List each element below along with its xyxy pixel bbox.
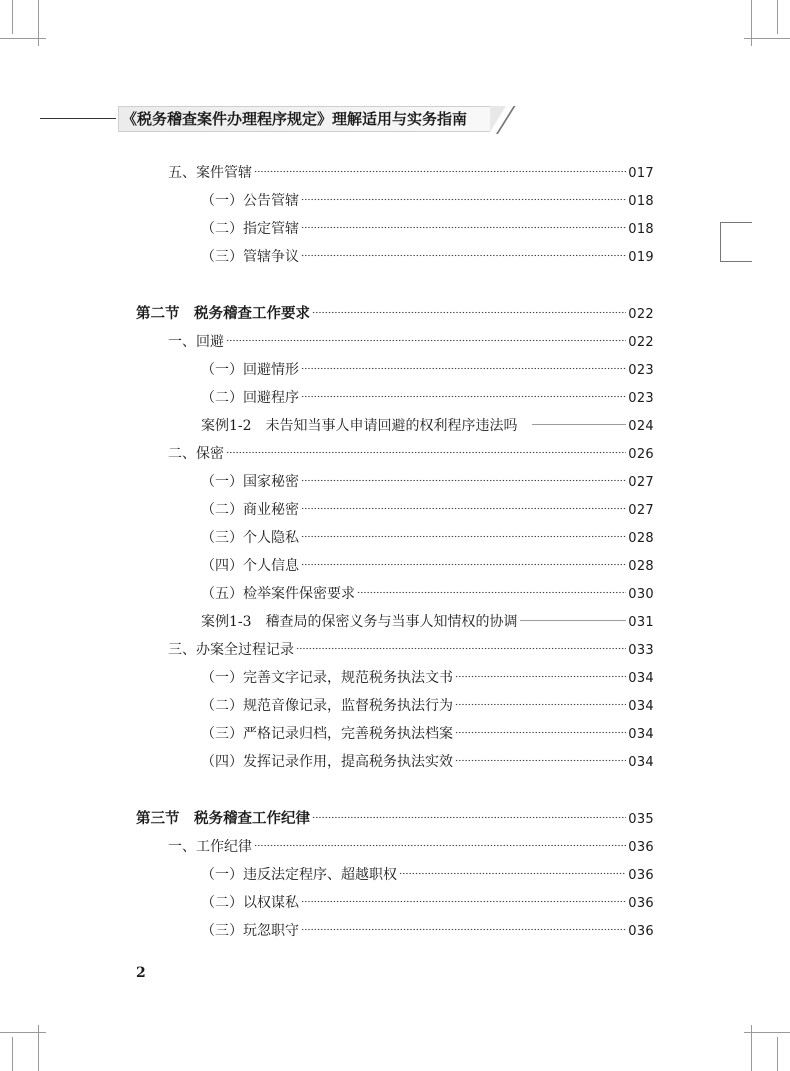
toc-entry-page: 018 bbox=[628, 222, 654, 237]
toc-entry bbox=[168, 831, 654, 855]
toc-entry-page: 022 bbox=[628, 307, 654, 322]
toc-entry-page: 036 bbox=[628, 868, 654, 883]
toc-leader-dots bbox=[455, 718, 626, 738]
crop-mark bbox=[0, 38, 46, 39]
toc-entry-label: 一、工作纪律 bbox=[168, 839, 252, 855]
toc-leader-dots bbox=[301, 494, 626, 514]
toc-leader-dots bbox=[455, 746, 626, 766]
toc-leader-dots bbox=[301, 887, 626, 907]
toc-leader-dots bbox=[455, 690, 626, 710]
toc-entry-page: 028 bbox=[628, 559, 654, 574]
toc-entry-label: （一）国家秘密 bbox=[201, 474, 299, 490]
toc-entry-page: 034 bbox=[628, 755, 654, 770]
toc-entry-label: （二）规范音像记录，监督税务执法行为 bbox=[201, 698, 453, 714]
toc-section-entry bbox=[136, 298, 654, 322]
toc-entry-page: 034 bbox=[628, 671, 654, 686]
toc-leader-dots bbox=[226, 326, 626, 346]
toc-entry-page: 023 bbox=[628, 363, 654, 378]
toc-case-entry bbox=[201, 606, 654, 630]
toc-entry bbox=[201, 887, 654, 911]
toc-leader-dots bbox=[399, 859, 626, 879]
toc-case-entry bbox=[201, 410, 654, 434]
toc-entry-label: （二）商业秘密 bbox=[201, 502, 299, 518]
toc-entry-page: 027 bbox=[628, 503, 654, 518]
toc-leader-dots bbox=[301, 466, 626, 486]
toc-leader-dots bbox=[301, 382, 626, 402]
toc-entry-label: （四）发挥记录作用，提高税务执法实效 bbox=[201, 754, 453, 770]
toc-leader-dots bbox=[301, 550, 626, 570]
toc-entry-label: （三）严格记录归档，完善税务执法档案 bbox=[201, 726, 453, 742]
toc-leader-dots bbox=[301, 354, 626, 374]
toc-entry-page: 034 bbox=[628, 727, 654, 742]
running-head-ribbon-end bbox=[490, 106, 506, 132]
crop-mark bbox=[38, 0, 39, 46]
toc-entry-page: 036 bbox=[628, 840, 654, 855]
crop-mark bbox=[751, 0, 752, 46]
toc-entry-page: 019 bbox=[628, 250, 654, 265]
crop-mark bbox=[777, 0, 778, 34]
toc-entry bbox=[201, 746, 654, 770]
toc-entry-page: 033 bbox=[628, 643, 654, 658]
toc-entry-page: 034 bbox=[628, 699, 654, 714]
page-number: 2 bbox=[136, 965, 146, 981]
toc-entry-label: 案例1-3 稽查局的保密义务与当事人知情权的协调 bbox=[201, 614, 518, 630]
toc-entry-label: （三）管辖争议 bbox=[201, 249, 299, 265]
crop-mark bbox=[12, 0, 13, 34]
toc-entry-label: （一）公告管辖 bbox=[201, 193, 299, 209]
toc-leader-dots bbox=[226, 438, 626, 458]
toc-entry-label: （五）检举案件保密要求 bbox=[201, 586, 355, 602]
toc-entry-page: 035 bbox=[628, 812, 654, 827]
toc-leader-dots bbox=[357, 578, 626, 598]
crop-mark bbox=[12, 1037, 13, 1071]
toc-entry-label: 三、办案全过程记录 bbox=[168, 642, 294, 658]
toc-entry bbox=[168, 634, 654, 658]
toc-entry-label: 第三节 税务稽查工作纪律 bbox=[136, 811, 310, 827]
toc-entry bbox=[201, 241, 654, 265]
crop-mark bbox=[744, 1032, 790, 1033]
toc-entry bbox=[201, 522, 654, 546]
crop-mark bbox=[777, 1037, 778, 1071]
toc-entry-page: 017 bbox=[628, 166, 654, 181]
crop-mark bbox=[0, 1032, 46, 1033]
toc-entry bbox=[168, 157, 654, 181]
toc-entry bbox=[201, 466, 654, 490]
toc-leader-dots bbox=[301, 241, 626, 261]
running-head bbox=[118, 106, 488, 132]
toc-leader-dots bbox=[254, 831, 626, 851]
toc-entry-label: （三）个人隐私 bbox=[201, 530, 299, 546]
toc-entry bbox=[201, 718, 654, 742]
toc-entry-page: 023 bbox=[628, 391, 654, 406]
toc-leader-dots bbox=[455, 662, 626, 682]
toc-leader-dots bbox=[301, 185, 626, 205]
chapter-tab-marker bbox=[720, 222, 752, 262]
toc-entry-page: 026 bbox=[628, 447, 654, 462]
toc-entry-label: 五、案件管辖 bbox=[168, 165, 252, 181]
toc-entry-label: （一）违反法定程序、超越职权 bbox=[201, 867, 397, 883]
toc-entry-page: 036 bbox=[628, 896, 654, 911]
toc-entry-page: 022 bbox=[628, 335, 654, 350]
toc-entry bbox=[201, 690, 654, 714]
toc-entry bbox=[201, 354, 654, 378]
toc-entry-label: 第二节 税务稽查工作要求 bbox=[136, 306, 310, 322]
toc-entry-page: 018 bbox=[628, 194, 654, 209]
toc-leader-dots bbox=[301, 522, 626, 542]
toc-entry bbox=[201, 859, 654, 883]
toc-entry-label: （四）个人信息 bbox=[201, 558, 299, 574]
toc-leader-dots bbox=[301, 915, 626, 935]
toc-entry bbox=[201, 550, 654, 574]
toc-entry bbox=[168, 438, 654, 462]
toc-entry-label: 一、回避 bbox=[168, 334, 224, 350]
toc-entry-page: 030 bbox=[628, 587, 654, 602]
toc-leader-dots bbox=[296, 634, 626, 654]
crop-mark bbox=[744, 38, 790, 39]
toc-entry-label: 二、保密 bbox=[168, 446, 224, 462]
toc-section-entry bbox=[136, 803, 654, 827]
toc-entry bbox=[201, 662, 654, 686]
toc-entry-page: 024 bbox=[628, 419, 654, 434]
toc-leader-dots bbox=[312, 803, 626, 823]
toc-entry bbox=[201, 213, 654, 237]
toc-leader-dots bbox=[301, 213, 626, 233]
toc-leader-dots bbox=[312, 298, 626, 318]
toc-entry bbox=[201, 185, 654, 209]
toc-entry bbox=[168, 326, 654, 350]
toc-leader-dots bbox=[254, 157, 626, 177]
toc-entry-label: （一）回避情形 bbox=[201, 362, 299, 378]
toc-entry-label: （二）以权谋私 bbox=[201, 895, 299, 911]
toc-entry-label: （一）完善文字记录，规范税务执法文书 bbox=[201, 670, 453, 686]
toc-entry-label: （二）指定管辖 bbox=[201, 221, 299, 237]
toc-entry bbox=[201, 578, 654, 602]
toc-entry bbox=[201, 494, 654, 518]
toc-entry bbox=[201, 382, 654, 406]
toc-entry-page: 027 bbox=[628, 475, 654, 490]
toc-entry-label: 案例1-2 未告知当事人申请回避的权利程序违法吗 bbox=[201, 418, 518, 434]
toc-entry-page: 036 bbox=[628, 924, 654, 939]
toc-entry bbox=[201, 915, 654, 939]
running-head-title: 《税务稽查案件办理程序规定》理解适用与实务指南 bbox=[122, 110, 468, 128]
toc-leader-dots bbox=[520, 606, 627, 626]
toc-entry-label: （三）玩忽职守 bbox=[201, 923, 299, 939]
toc-entry-page: 028 bbox=[628, 531, 654, 546]
toc-entry-label: （二）回避程序 bbox=[201, 390, 299, 406]
toc-leader-dots bbox=[532, 410, 627, 430]
running-head-rule bbox=[40, 118, 116, 119]
toc-entry-page: 031 bbox=[628, 615, 654, 630]
